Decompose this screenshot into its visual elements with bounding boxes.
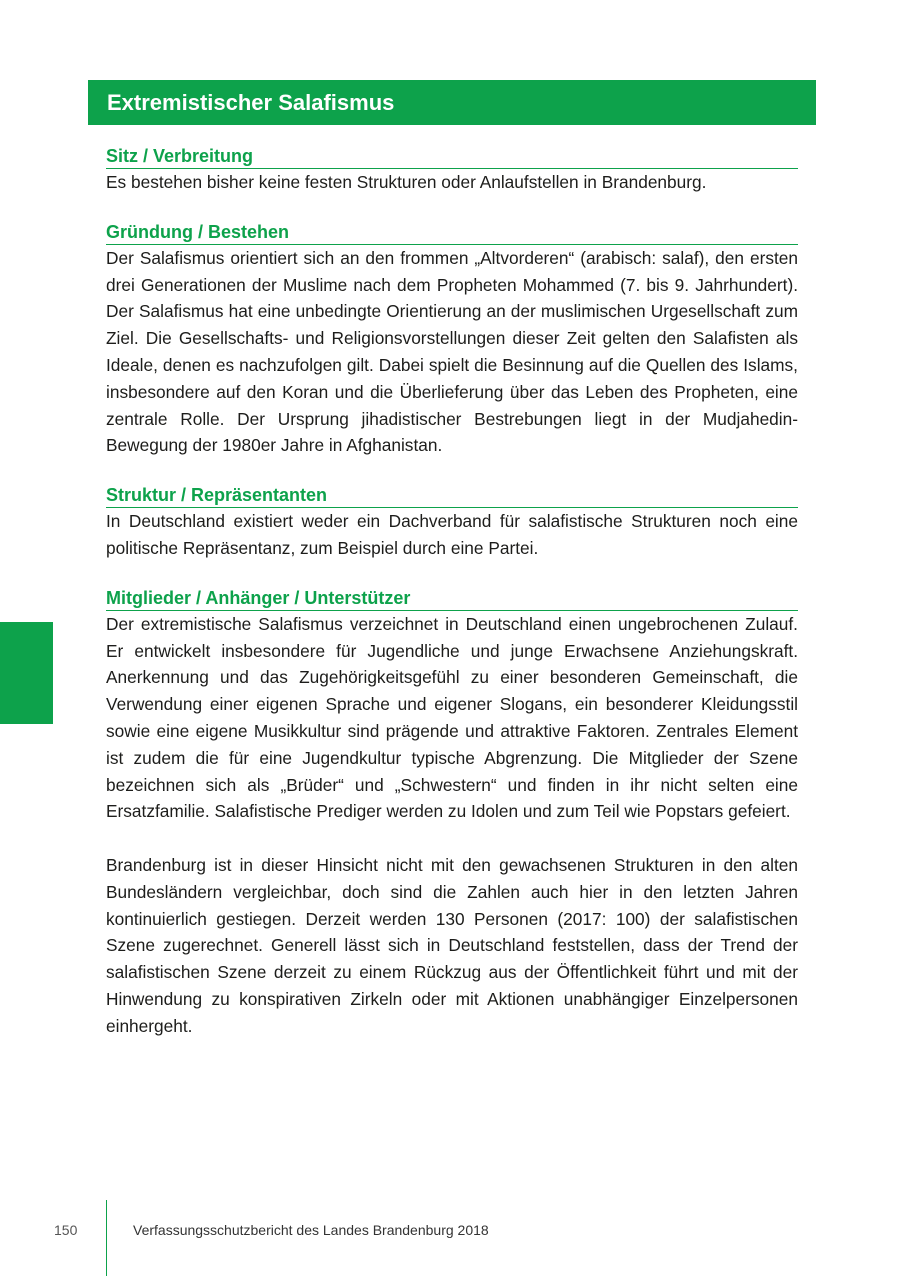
section-paragraph: Der Salafismus orientiert sich an den frommen „Altvorderen“ (arabisch: salaf), den ersten drei Generationen der Muslime nach dem Propheten Mohammed (7. bis 9. Jahrhundert). Der Salafismus hat eine unbedingte Orientierung an der muslimischen Urgesellschaft zum Ziel. Die Gesellschafts- und Religionsvorstellungen dieser Zeit gelten den Salafisten als Ideale, denen es nachzufolgen gilt. Dabei spielt die Besinnung auf die Quellen des Islams, insbesondere auf den Koran und die Überlieferung über das Leben des Propheten, eine zentrale Rolle. Der Ursprung jihadistischer Bestrebungen liegt in der Mudjahedin-Bewegung der 1980er Jahre in Afghanistan.: [106, 247, 798, 456]
section-heading: Struktur / Repräsentanten: [106, 483, 798, 508]
section-paragraph: Der extremistische Salafismus verzeichnet in Deutschland einen ungebrochenen Zulauf. Er entwickelt insbesondere für Jugendliche und junge Erwachsene Anziehungskraft. Anerkennung und das Zugehörigkeitsgefühl zu einer besonderen Gemeinschaft, die Verwendung einer eigenen Sprache und eigener Slogans, ein besonderer Kleidungsstil sowie eine eigene Musikkultur sind prägende und attraktive Faktoren. Zentrales Element ist zudem die für eine Jugendkultur typische Abgrenzung. Die Mitglieder der Szene bezeichnen sich als „Brüder“ und „Schwestern“ und finden in ihr nicht selten eine Ersatzfamilie. Salafistische Prediger werden zu Idolen und zum Teil wie Popstars gefeiert.: [106, 613, 798, 822]
section-paragraph: Brandenburg ist in dieser Hinsicht nicht mit den gewachsenen Strukturen in den alten Bundesländern vergleichbar, doch sind die Zahlen auch hier in den letzten Jahren kontinuierlich gestiegen. Derzeit werden 130 Personen (2017: 100) der salafistischen Szene zugerechnet. Generell lässt sich in Deutschland feststellen, dass der Trend der salafistischen Szene derzeit zu einem Rückzug aus der Öffentlichkeit führt und mit der Hinwendung zu konspirativen Zirkeln oder mit Aktionen unabhängiger Einzelpersonen einhergeht.: [106, 854, 798, 1036]
section-gruendung-bestehen: [106, 220, 798, 459]
section-paragraph: Es bestehen bisher keine festen Strukturen oder Anlaufstellen in Brandenburg.: [106, 172, 707, 192]
section-heading: Sitz / Verbreitung: [106, 144, 798, 169]
page-number: 150: [54, 1222, 78, 1238]
section-mitglieder-anhaenger: [106, 586, 798, 1040]
section-paragraph: In Deutschland existiert weder ein Dachverband für salafistische Strukturen noch eine politische Repräsentanz, zum Beispiel durch eine Partei.: [106, 511, 798, 558]
chapter-side-tab: [0, 622, 53, 724]
page-content: [106, 144, 798, 1064]
page-title: Extremistischer Salafismus: [107, 90, 395, 115]
section-heading: Gründung / Bestehen: [106, 220, 798, 245]
section-heading: Mitglieder / Anhänger / Unterstützer: [106, 586, 798, 611]
section-header-bar: [88, 80, 816, 125]
footer-publication-title: Verfassungsschutzbericht des Landes Brandenburg 2018: [133, 1222, 489, 1238]
section-sitz-verbreitung: [106, 144, 798, 196]
section-struktur-repraesentanten: [106, 483, 798, 562]
footer-divider: [106, 1200, 107, 1276]
